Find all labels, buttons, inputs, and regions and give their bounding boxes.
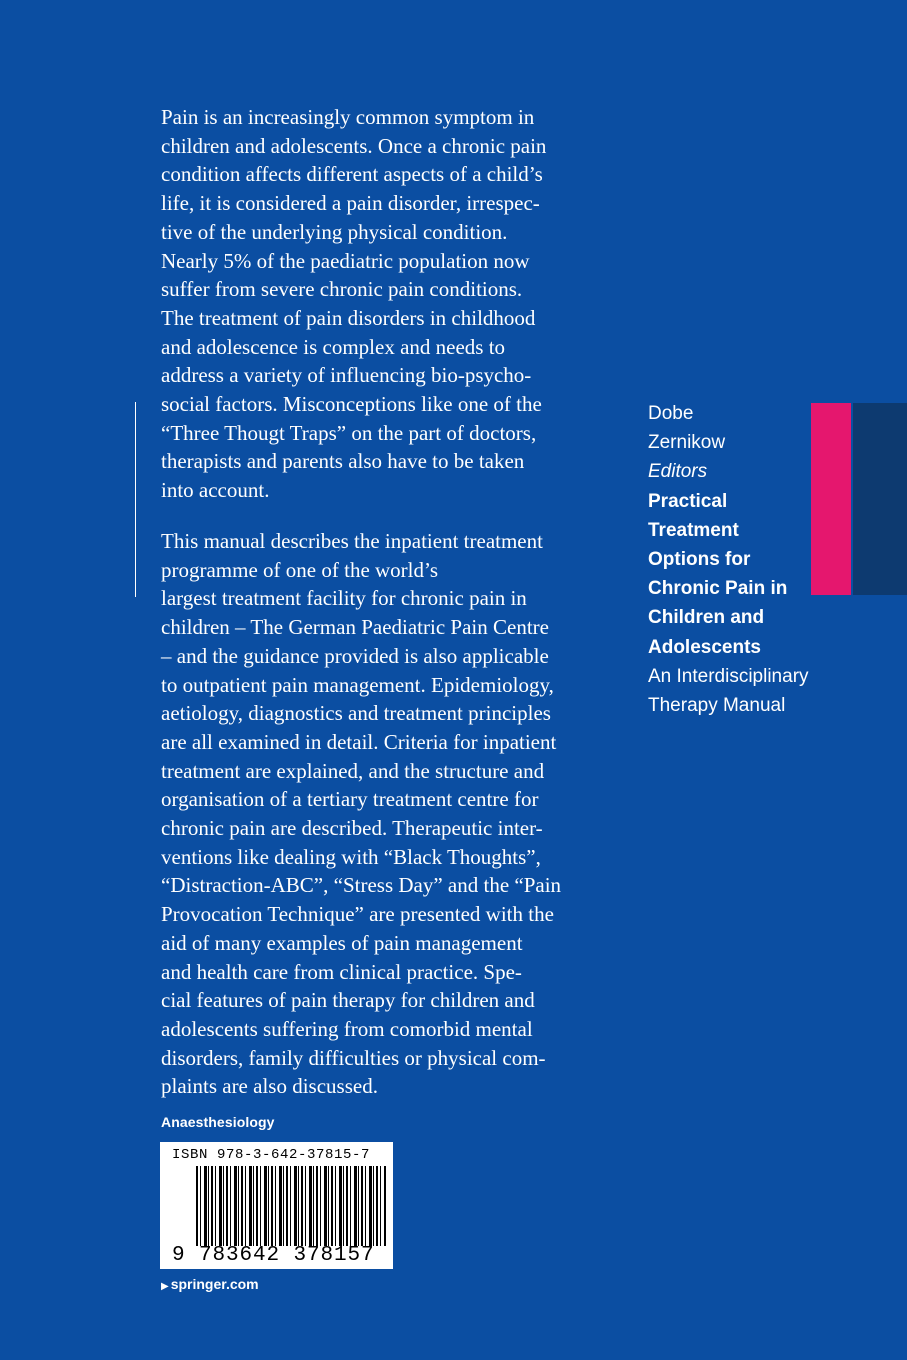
blurb-line: to outpatient pain management. Epidemiology, xyxy=(161,672,554,697)
blurb-line: Nearly 5% of the paediatric population now xyxy=(161,248,530,273)
blurb-line: children – The German Paediatric Pain Centre xyxy=(161,615,549,640)
blurb-line: chronic pain are described. Therapeutic inter- xyxy=(161,816,543,841)
barcode-box xyxy=(160,1142,393,1269)
blurb-line: cial features of pain therapy for children and xyxy=(161,988,535,1013)
vertical-rule xyxy=(135,402,136,597)
publisher-url: springer.com xyxy=(170,1276,259,1292)
blurb-line: condition affects different aspects of a child’s xyxy=(161,162,543,187)
publisher-link[interactable] xyxy=(161,1276,259,1292)
blurb-line: “Distraction-ABC”, “Stress Day” and the “Pain xyxy=(161,873,562,898)
blurb-line: social factors. Misconceptions like one of the xyxy=(161,392,542,417)
blurb-line: This manual describes the inpatient treatment xyxy=(161,529,543,553)
book-title-line: Options for xyxy=(648,549,751,571)
blurb-paragraph-2 xyxy=(161,527,561,1101)
blurb-line: tive of the underlying physical condition. xyxy=(161,219,508,244)
blurb-line: therapists and parents also have to be taken xyxy=(161,449,525,474)
blurb-line: treatment are explained, and the structure and xyxy=(161,758,545,783)
book-title-line: Chronic Pain in xyxy=(648,578,788,600)
subtitle-line: Therapy Manual xyxy=(648,695,786,717)
blurb-line: largest treatment facility for chronic pain in xyxy=(161,586,527,611)
blurb-paragraph-1 xyxy=(161,103,546,505)
book-title-line: Adolescents xyxy=(648,636,761,658)
blurb-line: – and the guidance provided is also applicable xyxy=(161,643,549,668)
blurb-line: “Three Thougt Traps” on the part of doctors, xyxy=(161,420,537,445)
blurb-line: disorders, family difficulties or physical com- xyxy=(161,1045,546,1070)
blurb-line: aid of many examples of pain management xyxy=(161,930,523,955)
book-title-line: Children and xyxy=(648,607,765,629)
spine-title-block xyxy=(648,399,809,720)
subtitle-line: An Interdisciplinary xyxy=(648,665,809,687)
subject-category: Anaesthesiology xyxy=(161,1114,275,1130)
blurb-line: Provocation Technique” are presented with the xyxy=(161,902,554,927)
blurb-line: programme of one of the world’s xyxy=(161,557,439,582)
author-name: Zernikow xyxy=(648,432,726,454)
magenta-color-band xyxy=(811,403,851,595)
blurb-line: and adolescence is complex and needs to xyxy=(161,334,506,359)
blurb-line: children and adolescents. Once a chronic pain xyxy=(161,133,547,158)
blurb-line: The treatment of pain disorders in childhood xyxy=(161,305,536,330)
book-title-line: Treatment xyxy=(648,519,739,541)
blurb-line: adolescents suffering from comorbid mental xyxy=(161,1016,533,1041)
blurb-line: organisation of a tertiary treatment centre for xyxy=(161,787,539,812)
isbn-text: ISBN 978-3-642-37815-7 xyxy=(172,1147,371,1163)
arrow-right-icon: ▶ xyxy=(161,1281,169,1292)
editors-label: Editors xyxy=(648,461,708,483)
barcode-bars xyxy=(196,1166,386,1246)
blurb-line: into account. xyxy=(161,478,270,503)
blurb-line: address a variety of influencing bio-psycho- xyxy=(161,363,532,388)
blurb-line: ventions like dealing with “Black Thoughts”, xyxy=(161,844,541,869)
author-name: Dobe xyxy=(648,403,694,424)
blurb-line: Pain is an increasingly common symptom in xyxy=(161,105,535,129)
navy-color-band xyxy=(853,403,907,595)
ean-digits: 9 783642 378157 xyxy=(172,1244,375,1267)
blurb-line: suffer from severe chronic pain conditions. xyxy=(161,277,523,302)
book-title-line: Practical xyxy=(648,490,728,512)
blurb-line: are all examined in detail. Criteria for inpatient xyxy=(161,729,557,754)
blurb-line: and health care from clinical practice. Spe- xyxy=(161,959,522,984)
blurb-line: plaints are also discussed. xyxy=(161,1074,378,1099)
blurb-line: aetiology, diagnostics and treatment principles xyxy=(161,701,551,726)
blurb-line: life, it is considered a pain disorder, irrespec- xyxy=(161,191,540,216)
